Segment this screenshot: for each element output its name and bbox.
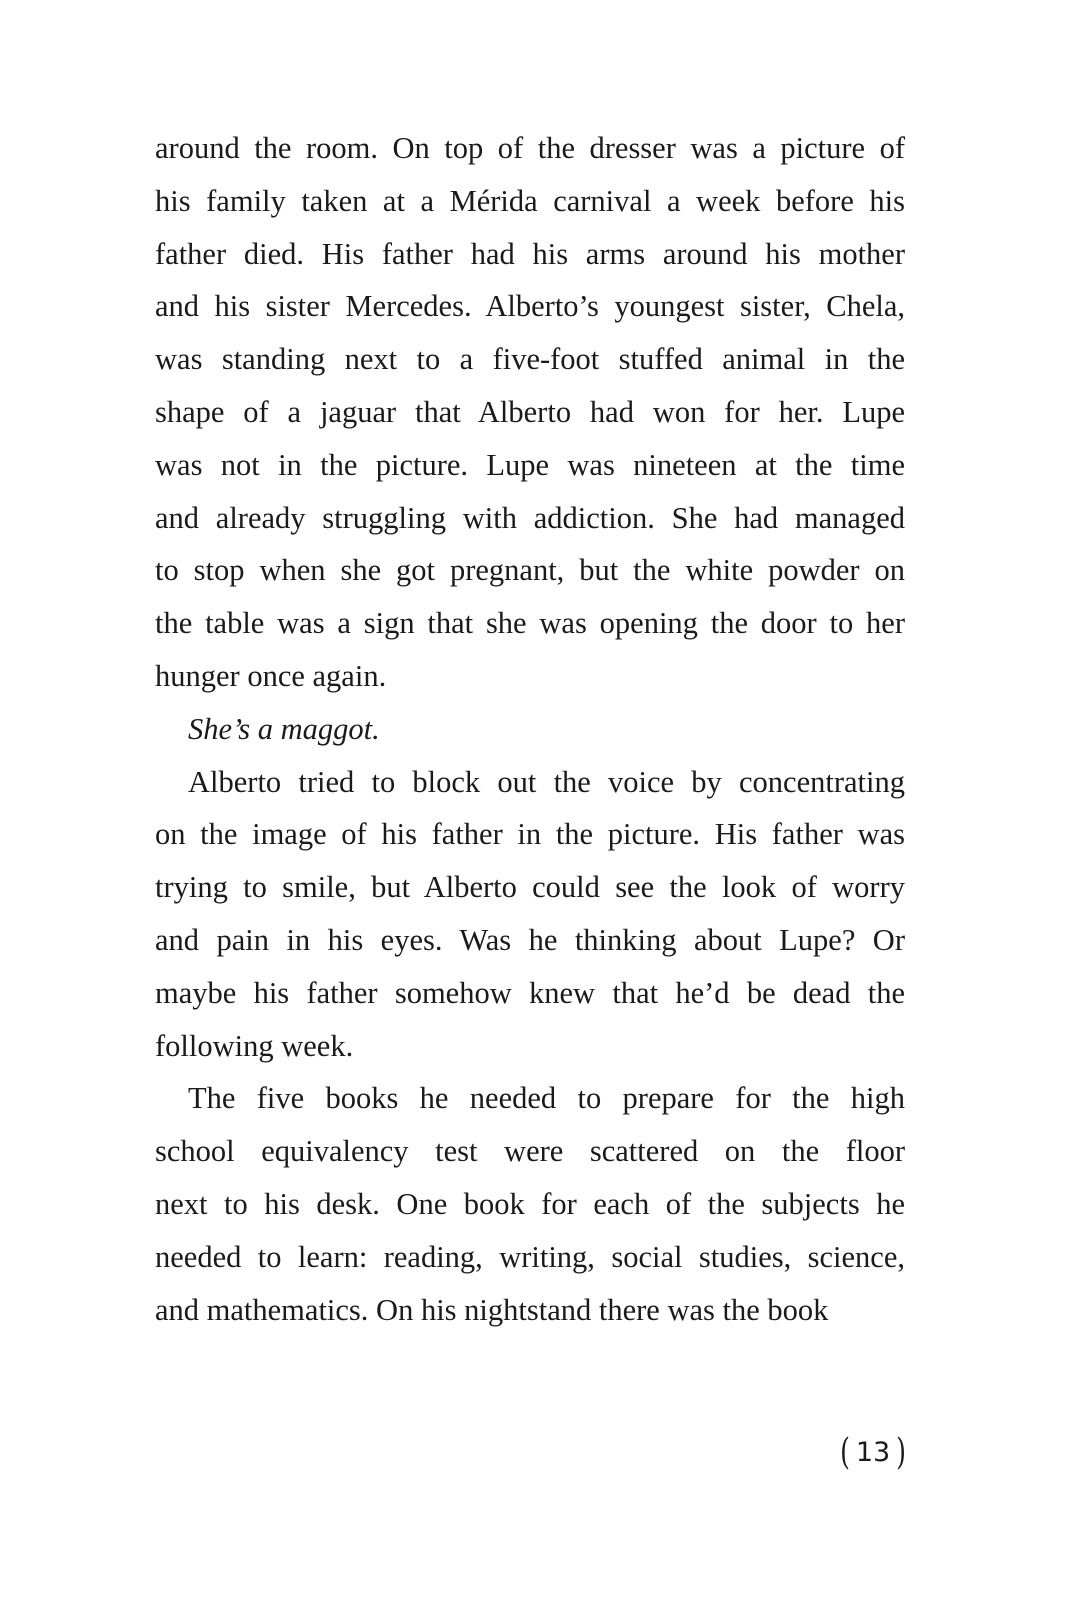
paragraph xyxy=(155,1072,905,1336)
text-line: following week. xyxy=(155,1028,354,1063)
text-line: and pain in his eyes. Was he thinking about Lupe? Or xyxy=(155,922,905,957)
text-line: needed to learn: reading, writing, social studies, science, xyxy=(155,1239,905,1274)
text-line: was standing next to a five-foot stuffed animal in the xyxy=(155,342,905,377)
page-number xyxy=(838,1430,908,1476)
page-number-close-paren: ) xyxy=(896,1432,906,1473)
paragraph xyxy=(155,122,905,703)
text-line: maybe his father somehow knew that he’d be dead the xyxy=(155,975,905,1010)
text-line: The five books he needed to prepare for the high xyxy=(188,1081,905,1116)
paragraph xyxy=(155,756,905,1073)
text-line: She’s a maggot. xyxy=(188,711,380,746)
text-line: and mathematics. On his nightstand there was the book xyxy=(155,1292,829,1327)
text-line: was not in the picture. Lupe was nineteen at the time xyxy=(155,447,905,482)
text-line: on the image of his father in the picture. His father was xyxy=(155,817,905,852)
text-line: trying to smile, but Alberto could see the look of worry xyxy=(155,870,905,905)
page-number-value: 13 xyxy=(855,1437,891,1468)
text-line: the table was a sign that she was opening the door to her xyxy=(155,606,905,641)
text-line: and his sister Mercedes. Alberto’s youngest sister, Chela, xyxy=(155,289,905,324)
text-line: Alberto tried to block out the voice by concentrating xyxy=(188,764,905,799)
text-line: and already struggling with addiction. She had managed xyxy=(155,500,905,535)
text-line: hunger once again. xyxy=(155,658,387,693)
body-text xyxy=(155,122,905,1336)
paragraph xyxy=(155,703,905,756)
page-number-open-paren: ( xyxy=(840,1432,850,1473)
text-line: around the room. On top of the dresser was a picture of xyxy=(155,131,905,165)
text-line: school equivalency test were scattered on the floor xyxy=(155,1134,905,1169)
text-line: father died. His father had his arms around his mother xyxy=(155,236,905,271)
text-line: next to his desk. One book for each of the subjects he xyxy=(155,1186,905,1221)
text-line: shape of a jaguar that Alberto had won for her. Lupe xyxy=(155,394,905,429)
text-line: his family taken at a Mérida carnival a week before his xyxy=(155,183,905,218)
text-line: to stop when she got pregnant, but the white powder on xyxy=(155,553,905,588)
